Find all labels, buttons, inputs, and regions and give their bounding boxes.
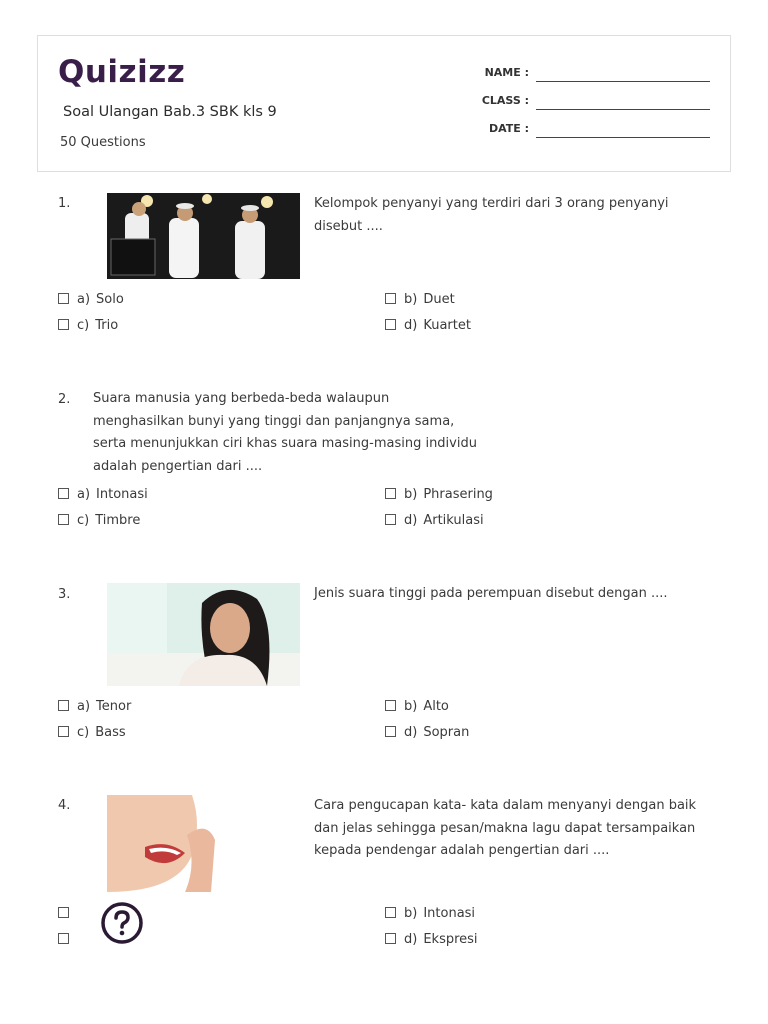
option-text: Intonasi: [423, 906, 476, 921]
option-letter: c): [77, 513, 90, 528]
option-2b[interactable]: [385, 487, 493, 503]
option-4b[interactable]: [385, 906, 475, 922]
option-4a[interactable]: [58, 906, 77, 922]
question-3-text: [314, 583, 668, 606]
checkbox[interactable]: [58, 907, 69, 918]
question-1-line: disebut ....: [314, 218, 383, 234]
option-3d[interactable]: [385, 725, 469, 741]
checkbox[interactable]: [58, 726, 69, 737]
option-2d[interactable]: [385, 513, 484, 529]
checkbox[interactable]: [58, 319, 69, 330]
question-2-line: serta menunjukkan ciri khas suara masing-masing individu: [93, 436, 477, 451]
question-1-image: [107, 193, 300, 279]
quizizz-logo[interactable]: Quizizz: [58, 54, 186, 90]
option-letter: d): [404, 932, 418, 947]
option-text: Sopran: [423, 725, 470, 740]
class-line: [536, 109, 710, 110]
question-4-line: kepada pendengar adalah pengertian dari ....: [314, 843, 610, 858]
help-icon[interactable]: [101, 902, 143, 944]
checkbox[interactable]: [385, 933, 396, 944]
option-text: Timbre: [95, 513, 141, 528]
checkbox[interactable]: [385, 907, 396, 918]
date-line: [536, 137, 710, 138]
option-1c[interactable]: [58, 318, 118, 334]
option-letter: c): [77, 725, 90, 740]
question-1-number: 1.: [58, 196, 71, 211]
question-1-text: [314, 193, 669, 238]
option-4d[interactable]: [385, 932, 478, 948]
checkbox[interactable]: [385, 726, 396, 737]
option-text: Tenor: [96, 699, 132, 714]
option-1b[interactable]: [385, 292, 455, 308]
option-text: Solo: [96, 292, 124, 307]
option-letter: d): [404, 318, 418, 333]
checkbox[interactable]: [58, 293, 69, 304]
checkbox[interactable]: [385, 514, 396, 525]
class-label: CLASS :: [481, 94, 529, 107]
option-3b[interactable]: [385, 699, 449, 715]
checkbox[interactable]: [385, 700, 396, 711]
option-2c[interactable]: [58, 513, 140, 529]
option-1a[interactable]: [58, 292, 124, 308]
option-text: Artikulasi: [423, 513, 484, 528]
checkbox[interactable]: [385, 293, 396, 304]
worksheet-header: [37, 35, 731, 172]
name-line: [536, 81, 710, 82]
question-2-line: Suara manusia yang berbeda-beda walaupun: [93, 391, 390, 406]
option-4c[interactable]: [58, 932, 77, 948]
question-2-line: adalah pengertian dari ....: [93, 458, 263, 474]
option-3c[interactable]: [58, 725, 126, 741]
option-letter: b): [404, 699, 418, 714]
option-letter: b): [404, 487, 418, 502]
option-text: Duet: [423, 292, 455, 307]
quiz-title: Soal Ulangan Bab.3 SBK kls 9: [63, 104, 277, 120]
question-count: 50 Questions: [60, 135, 146, 150]
option-text: Alto: [423, 699, 449, 714]
checkbox[interactable]: [385, 319, 396, 330]
question-4-number: 4.: [58, 798, 71, 813]
question-3-line: Jenis suara tinggi pada perempuan disebut dengan ....: [314, 586, 668, 601]
option-text: Phrasering: [423, 487, 493, 502]
checkbox[interactable]: [58, 700, 69, 711]
option-letter: d): [404, 513, 418, 528]
question-3-image: [107, 583, 300, 686]
option-letter: a): [77, 487, 91, 502]
option-letter: a): [77, 699, 91, 714]
option-letter: b): [404, 292, 418, 307]
checkbox[interactable]: [385, 488, 396, 499]
checkbox[interactable]: [58, 933, 69, 944]
question-4-image: [107, 795, 217, 892]
question-3-number: 3.: [58, 587, 71, 602]
option-text: Intonasi: [96, 487, 148, 502]
checkbox[interactable]: [58, 488, 69, 499]
question-4-line: dan jelas sehingga pesan/makna lagu dapat tersampaikan: [314, 820, 696, 836]
question-2-text: [93, 388, 477, 478]
question-2-line: menghasilkan bunyi yang tinggi dan panjangnya sama,: [93, 413, 455, 429]
checkbox[interactable]: [58, 514, 69, 525]
option-letter: b): [404, 906, 418, 921]
option-letter: c): [77, 318, 90, 333]
option-text: Bass: [95, 725, 126, 740]
question-1-line: Kelompok penyanyi yang terdiri dari 3 orang penyanyi: [314, 196, 669, 211]
option-letter: a): [77, 292, 91, 307]
name-label: NAME :: [484, 66, 529, 79]
option-2a[interactable]: [58, 487, 148, 503]
question-4-text: [314, 795, 696, 863]
date-label: DATE :: [488, 122, 529, 135]
question-4-line: Cara pengucapan kata- kata dalam menyanyi dengan baik: [314, 798, 697, 813]
question-2-number: 2.: [58, 392, 71, 407]
option-1d[interactable]: [385, 318, 471, 334]
option-text: Trio: [95, 318, 119, 333]
option-letter: d): [404, 725, 418, 740]
option-text: Ekspresi: [423, 932, 478, 947]
option-3a[interactable]: [58, 699, 131, 715]
option-text: Kuartet: [423, 318, 471, 333]
